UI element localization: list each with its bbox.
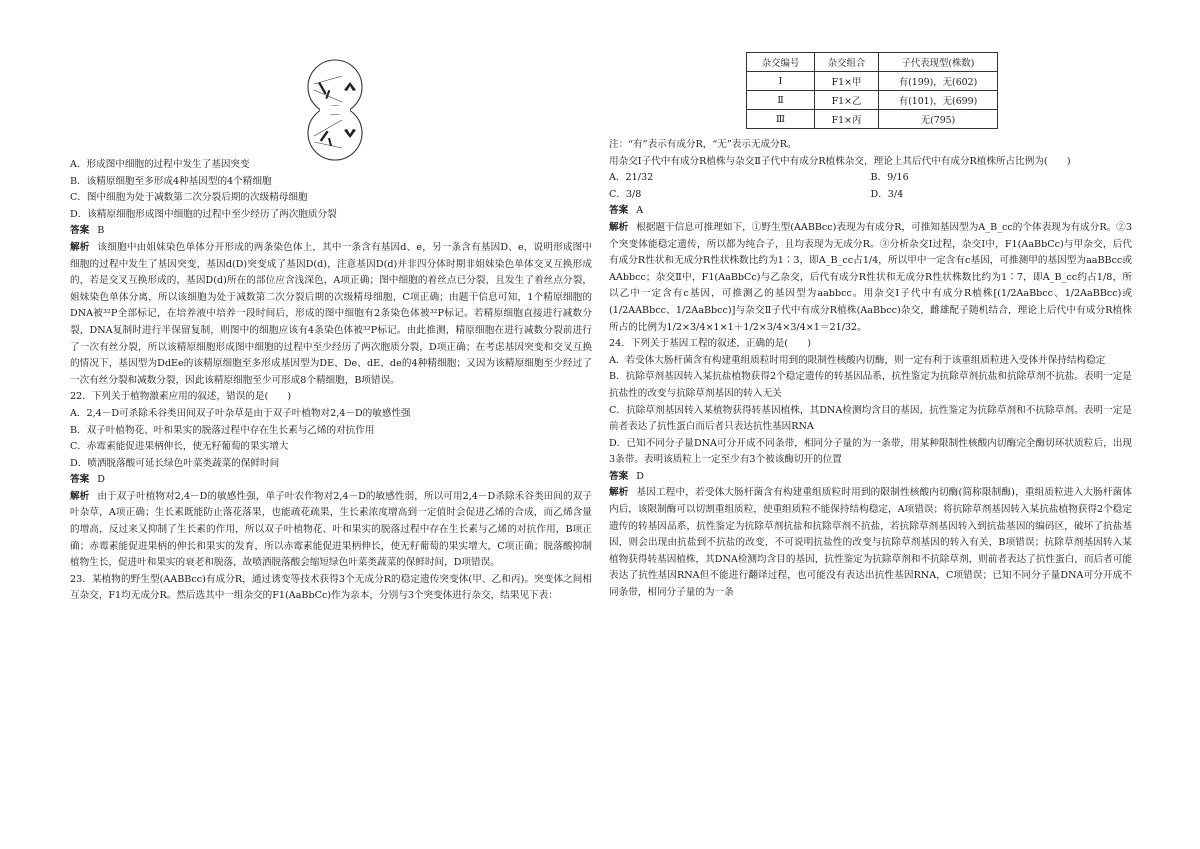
table-cell: Ⅱ — [747, 91, 815, 110]
q23-stem: 23．某植物的野生型(AABBcc)有成分R，通过诱变等技术获得3个无成分R的稳定遗传突变体(甲、乙和丙)。突变体之间相互杂交，F1均无成分R。然后选其中一组杂交的F1(AaBbCc)作为亲本，分别与3个突变体进行杂交，结果见下表： — [70, 573, 592, 602]
q22-stem: 22．下列关于植物激素应用的叙述，错误的是( ) — [70, 391, 292, 403]
table-cell: Ⅲ — [747, 110, 815, 129]
q21-option-c: C．图中细胞为处于减数第二次分裂后期的次级精母细胞 — [70, 192, 308, 204]
q23-question: 用杂交Ⅰ子代中有成分R植株与杂交Ⅱ子代中有成分R植株杂交，理论上其后代中有成分R植株所占比例为( ) — [609, 155, 1071, 167]
q21-answer: 答案 B — [70, 225, 105, 237]
q24-analysis: 解析 基因工程中，若受体大肠杆菌含有构建重组质粒时用到的限制性核酸内切酶(简称限制酶)，重组质粒进入大肠杆菌体内后，该限制酶可以切割重组质粒，使重组质粒不能保持结构稳定，A项错误；将抗除草剂基因转入某抗盐植物获得2个稳定遗传的转基因品系，抗性鉴定为抗除草剂抗盐和抗除草剂不抗盐，若抗除草剂基因转入到抗盐基因的编码区，破坏了抗盐基因，则会出现由抗盐到不抗盐的改变，不可说明抗盐性的改变与抗除草剂基因的转入有关，B项错误；抗除草剂基因转入某植物获得转基因植株，其DNA检测均含目的基因，抗性鉴定为抗除草剂和不抗除草剂，则前者表达了抗性蛋白，而后者可能表达了抗性基因RNA但不能进行翻译过程，也可能没有表达出抗性基因RNA，C项错误；已知不同分子量DNA可分开成不同条带，相同分子量的为一条 — [609, 487, 1133, 599]
q22-option-d: D．喷洒脱落酸可延长绿色叶菜类蔬菜的保鲜时间 — [70, 457, 280, 469]
q23-options-row-2 — [609, 187, 1132, 204]
table-cell: 有(199)，无(602) — [879, 72, 998, 91]
left-column — [70, 0, 592, 605]
q23-answer: 答案 A — [609, 205, 644, 217]
q22-option-b: B．双子叶植物花、叶和果实的脱落过程中存在生长素与乙烯的对抗作用 — [70, 424, 375, 436]
q23-option-c: C．3/8 — [609, 188, 642, 200]
table-cell: F1×甲 — [815, 72, 879, 91]
q22-analysis: 解析 由于双子叶植物对2,4－D的敏感性强，单子叶农作物对2,4－D的敏感性弱，所以可用2,4－D杀除禾谷类田间的双子叶杂草，A项正确；生长素既能防止落花落果，也能疏花疏果，生长素浓度增高到一定值时会促进乙烯的合成，而乙烯含量的增高，反过来又抑制了生长素的作用，所以双子叶植物花、叶和果实的脱落过程中存在生长素与乙烯的对抗作用，B项正确；赤霉素能促进果柄的伸长和果实的发育，所以赤霉素能促进果柄伸长，使无籽葡萄的果实增大，C项正确；脱落酸抑制植物生长，促进叶和果实的衰老和脱落，故喷洒脱落酸会缩短绿色叶菜类蔬菜的保鲜时间，D项错误。 — [70, 490, 592, 569]
q21-option-a: A．形成图中细胞的过程中发生了基因突变 — [70, 159, 250, 170]
q24-answer: 答案 D — [609, 470, 644, 482]
q24-option-c: C．抗除草剂基因转入某植物获得转基因植株，其DNA检测均含目的基因，抗性鉴定为抗除草剂和不抗除草剂。表明一定是前者表达了抗性蛋白而后者只表达抗性基因RNA — [609, 404, 1132, 433]
q23-option-b: B．9/16 — [870, 172, 909, 184]
q23-options-row-1 — [609, 170, 1132, 187]
q24-option-b: B．抗除草剂基因转入某抗盐植物获得2个稳定遗传的转基因品系，抗性鉴定为抗除草剂抗盐和抗除草剂不抗盐。表明一定是抗盐性的改变与抗除草剂基因的转入无关 — [609, 371, 1132, 399]
q23-option-d: D．3/4 — [870, 188, 904, 200]
table-cell: 无(795) — [879, 110, 998, 129]
q24-option-d: D．已知不同分子量DNA可分开成不同条带，相同分子量的为一条带，用某种限制性核酸内切酶完全酶切环状质粒后，出现3条带。表明该质粒上一定至少有3个被该酶切开的位置 — [609, 437, 1132, 466]
table-header: 子代表现型(株数) — [879, 53, 998, 72]
q22-option-c: C．赤霉素能促进果柄伸长，使无籽葡萄的果实增大 — [70, 441, 289, 453]
q23-analysis: 解析 根据题干信息可推理如下，①野生型(AABBcc)表现为有成分R，可推知基因型为A_B_cc的个体表现为有成分R。②3个突变体能稳定遗传，所以都为纯合子，且均表现为无成分R。③分析杂交Ⅰ过程，杂交Ⅰ中，F1(AaBbCc)与甲杂交，后代有成分R性状和无成分R性状株数比约为1∶3，即A_B_cc占1/4，所以甲中一定含有c基因，可推测甲的基因型为aaBBcc或AAbbcc；杂交Ⅱ中，F1(AaBbCc)与乙杂交，后代有成分R性状和无成分R性状株数比约为1∶7，即A_B_cc约占1/8，所以乙中一定含有c基因，可推测乙的基因型为aabbcc。用杂交Ⅰ子代中有成分R植株[(1/2AaBbcc、1/2AaBBcc)或(1/2AABbcc、1/2AaBbcc)]与杂交Ⅱ子代中有成分R植株(AaBbcc)杂交，雌雄配子随机结合，理论上后代中有成分R植株所占的比例为1/2×3/4×1×1＋1/2×3/4×3/4×1＝21/32。 — [609, 221, 1132, 333]
table-cell: F1×丙 — [815, 110, 879, 129]
q23-option-a: A．21/32 — [609, 172, 654, 184]
q24-option-a: A．若受体大肠杆菌含有构建重组质粒时用到的限制性核酸内切酶，则一定有利于该重组质粒进入受体并保持结构稳定 — [609, 354, 1106, 366]
table-cell: F1×乙 — [815, 91, 879, 110]
q22-option-a: A．2,4－D可杀除禾谷类田间双子叶杂草是由于双子叶植物对2,4－D的敏感性强 — [70, 407, 411, 419]
q21-option-b: B．该精原细胞至多形成4种基因型的4个精细胞 — [70, 175, 272, 187]
table-note: 注：“有”表示有成分R，“无”表示无成分R。 — [609, 139, 797, 150]
table-header: 杂交编号 — [747, 53, 815, 72]
q21-analysis: 解析 该细胞中由姐妹染色单体分开形成的两条染色体上，其中一条含有基因d、e，另一条含有基因D、e，说明形成图中细胞的过程中发生了基因突变，基因d(D)突变成了基因D(d)，注意基因D(d)并非四分体时期非姐妹染色单体交叉互换形成的，若是交叉互换形成的，基因D(d)所在的部位应含浅深色，A项正确；图中细胞的着丝点已分裂，且发生了着丝点分裂，姐妹染色单体分离，所以该细胞为处于减数第二次分裂后期的次级精母细胞，C项正确；由题干信息可知，1个精原细胞的DNA被³²P全部标记，在培养液中培养一段时间后，形成的图中细胞有2条染色体被³²P标记。若精原细胞直接进行减数分裂，DNA复制时进行半保留复制，则图中的细胞应该有4条染色体被³²P标记。由此推测，精原细胞在进行减数分裂前进行了一次有丝分裂，所以该精原细胞形成图中细胞的过程中至少经历了两次胞质分裂，D项正确；在考虑基因突变和交叉互换的情况下，基因型为DdEe的该精原细胞至多形成基因型为DE、De、dE、de的4种精细胞；又因为该精原细胞至少经过了一次有丝分裂和减数分裂，因此该精原细胞至少可形成8个精细胞，B项错误。 — [70, 241, 593, 386]
table-cell: Ⅰ — [747, 72, 815, 91]
right-column — [609, 0, 1132, 602]
q22-answer: 答案 D — [70, 474, 105, 486]
q24-stem: 24．下列关于基因工程的叙述，正确的是( ) — [609, 338, 811, 350]
q21-option-d: D．该精原细胞形成图中细胞的过程中至少经历了两次胞质分裂 — [70, 208, 337, 220]
table-header: 杂交组合 — [815, 53, 879, 72]
table-cell: 有(101)，无(699) — [879, 91, 998, 110]
